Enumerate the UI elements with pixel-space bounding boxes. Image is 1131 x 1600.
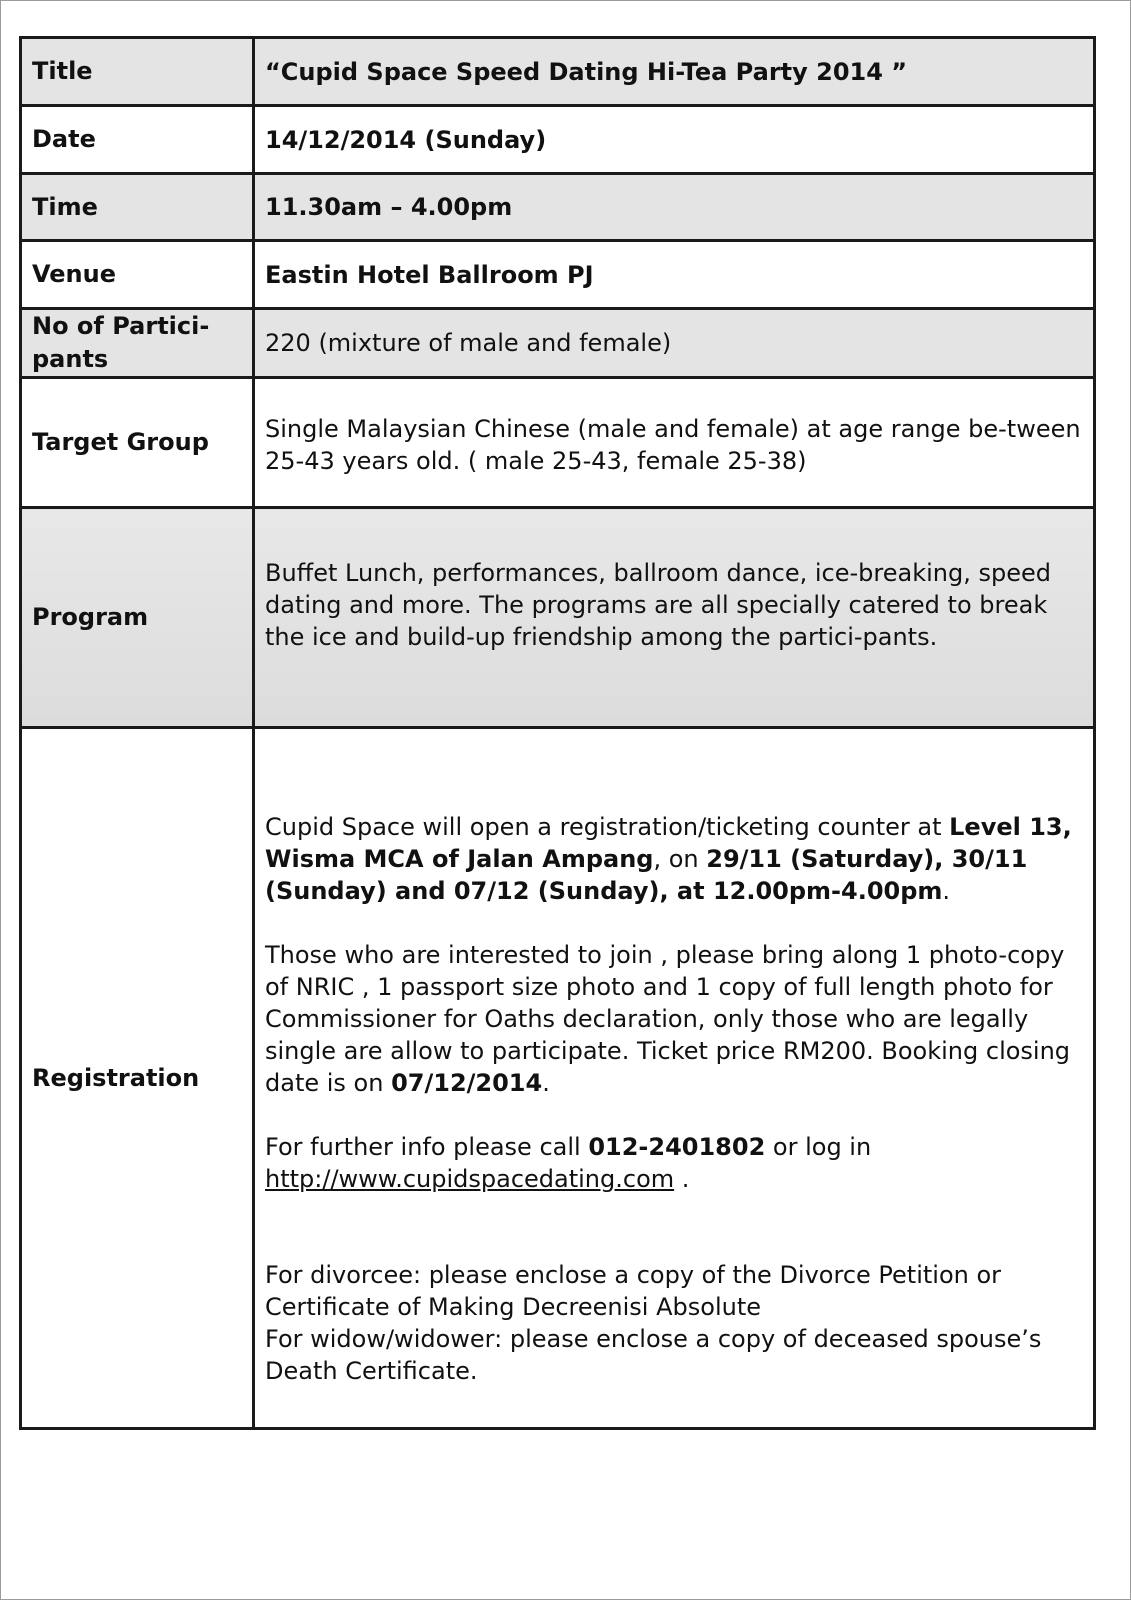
title-label: Title xyxy=(21,38,254,106)
registration-requirements-paragraph xyxy=(265,939,1083,1099)
venue-row xyxy=(21,241,1095,309)
text: . xyxy=(542,1069,550,1097)
contact-paragraph xyxy=(265,1131,1083,1195)
target-group-value: Single Malaysian Chinese (male and female) at age range be-tween 25-43 years old. ( male 25-43, female 25-38) xyxy=(254,378,1095,508)
time-value: 11.30am – 4.00pm xyxy=(254,174,1095,241)
widow-note: For widow/widower: please enclose a copy of deceased spouse’s Death Certificate. xyxy=(265,1325,1042,1385)
booking-closing-date: 07/12/2014 xyxy=(391,1069,543,1097)
registration-label: Registration xyxy=(21,728,254,1429)
program-label: Program xyxy=(21,508,254,728)
program-value: Buffet Lunch, performances, ballroom dance, ice-breaking, speed dating and more. The programs are all specially catered to break the ice and build-up friendship among the partici-pants. xyxy=(254,508,1095,728)
counter-dates: 29/11 (Saturday), 30/11 (Sunday) and 07/12 (Sunday), at 12.00pm-4.00pm xyxy=(265,845,1028,905)
venue-value: Eastin Hotel Ballroom PJ xyxy=(254,241,1095,309)
counter-location: Level 13, Wisma MCA of Jalan Ampang xyxy=(265,813,1072,873)
text: Cupid Space will open a registration/ticketing counter at xyxy=(265,813,950,841)
text: Those who are interested to join , please bring along 1 photo-copy of NRIC , 1 passport size photo and 1 copy of full length photo for Commissioner for Oaths declaration, only those who are legally single are allow to participate. Ticket price RM200. Booking closing date is on xyxy=(265,941,1071,1097)
website-link[interactable]: http://www.cupidspacedating.com xyxy=(265,1165,675,1193)
registration-row xyxy=(21,728,1095,1429)
text: . xyxy=(674,1165,690,1193)
text: For further info please call xyxy=(265,1133,589,1161)
target-group-row xyxy=(21,378,1095,508)
participants-label: No of Partici-pants xyxy=(21,309,254,378)
title-value: “Cupid Space Speed Dating Hi-Tea Party 2014 ” xyxy=(254,38,1095,106)
target-group-label: Target Group xyxy=(21,378,254,508)
divorcee-note: For divorcee: please enclose a copy of the Divorce Petition or Certificate of Making Decreenisi Absolute xyxy=(265,1261,1002,1321)
phone-number: 012-2401802 xyxy=(588,1133,766,1161)
text: , on xyxy=(653,845,707,873)
participants-value: 220 (mixture of male and female) xyxy=(254,309,1095,378)
date-label: Date xyxy=(21,106,254,174)
date-row xyxy=(21,106,1095,174)
program-row xyxy=(21,508,1095,728)
venue-label: Venue xyxy=(21,241,254,309)
time-label: Time xyxy=(21,174,254,241)
registration-counter-paragraph xyxy=(265,811,1083,907)
time-row xyxy=(21,174,1095,241)
text: . xyxy=(942,877,951,905)
registration-value xyxy=(254,728,1095,1429)
event-info-table xyxy=(19,36,1096,1430)
text: or log in xyxy=(765,1133,872,1161)
title-row xyxy=(21,38,1095,106)
participants-row xyxy=(21,309,1095,378)
date-value: 14/12/2014 (Sunday) xyxy=(254,106,1095,174)
